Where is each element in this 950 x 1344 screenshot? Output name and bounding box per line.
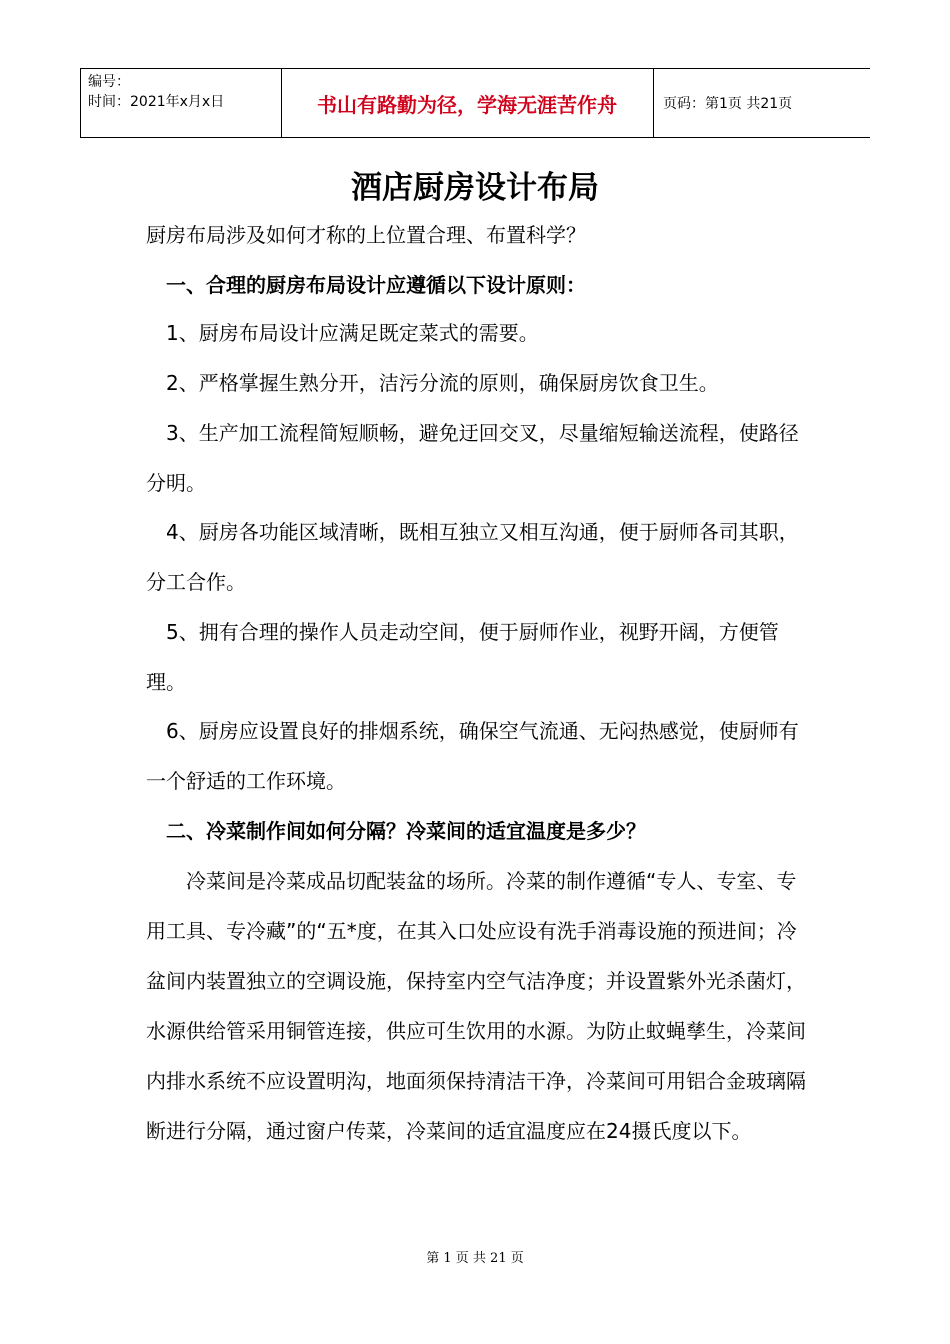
document-header — [80, 68, 870, 138]
header-page-info: 页码：第1页 共21页 — [663, 96, 793, 112]
header-divider — [80, 69, 81, 137]
header-time-label: 时间：2021年x月x日 — [88, 94, 225, 110]
header-divider — [653, 69, 654, 137]
document-title: 酒店厨房设计布局 — [351, 170, 599, 206]
principle-item: 6、厨房应设置良好的排烟系统，确保空气流通、无闷热感觉，使厨师有一个舒适的工作环境。 — [146, 719, 799, 793]
principle-item: 1、厨房布局设计应满足既定菜式的需要。 — [166, 321, 539, 345]
principle-item: 2、严格掌握生熟分开，洁污分流的原则，确保厨房饮食卫生。 — [166, 371, 719, 395]
page-footer: 第 1 页 共 21 页 — [426, 1251, 524, 1266]
header-motto: 书山有路勤为径，学海无涯苦作舟 — [317, 92, 617, 117]
section-1-heading: 一、合理的厨房布局设计应遵循以下设计原则： — [166, 273, 586, 297]
principle-item: 5、拥有合理的操作人员走动空间，便于厨师作业，视野开阔，方便管理。 — [146, 620, 779, 694]
principle-item: 3、生产加工流程简短顺畅，避免迂回交叉，尽量缩短输送流程，使路径分明。 — [146, 421, 799, 495]
section-2-body: 冷菜间是冷菜成品切配装盆的场所。冷菜的制作遵循“专人、专室、专用工具、专冷藏”的“五*度，在其入口处应设有洗手消毒设施的预进间；冷盆间内装置独立的空调设施，保持室内空气洁净度；并设置紫外光杀菌灯，水源供给管采用铜管连接，供应可生饮用的水源。为防止蚊蝇孳生，冷菜间内排水系统不应设置明沟，地面须保持清洁干净，冷菜间可用铝合金玻璃隔断进行分隔，通过窗户传菜，冷菜间的适宜温度应在24摄氏度以下。 — [146, 869, 806, 1143]
principle-item: 4、厨房各功能区域清晰，既相互独立又相互沟通，便于厨师各司其职，分工合作。 — [146, 520, 799, 594]
header-meta — [88, 72, 224, 112]
intro-paragraph: 厨房布局涉及如何才称的上位置合理、布置科学？ — [146, 223, 586, 247]
section-2-heading: 二、冷菜制作间如何分隔？冷菜间的适宜温度是多少？ — [166, 819, 646, 843]
header-number-label: 编号： — [88, 74, 130, 90]
